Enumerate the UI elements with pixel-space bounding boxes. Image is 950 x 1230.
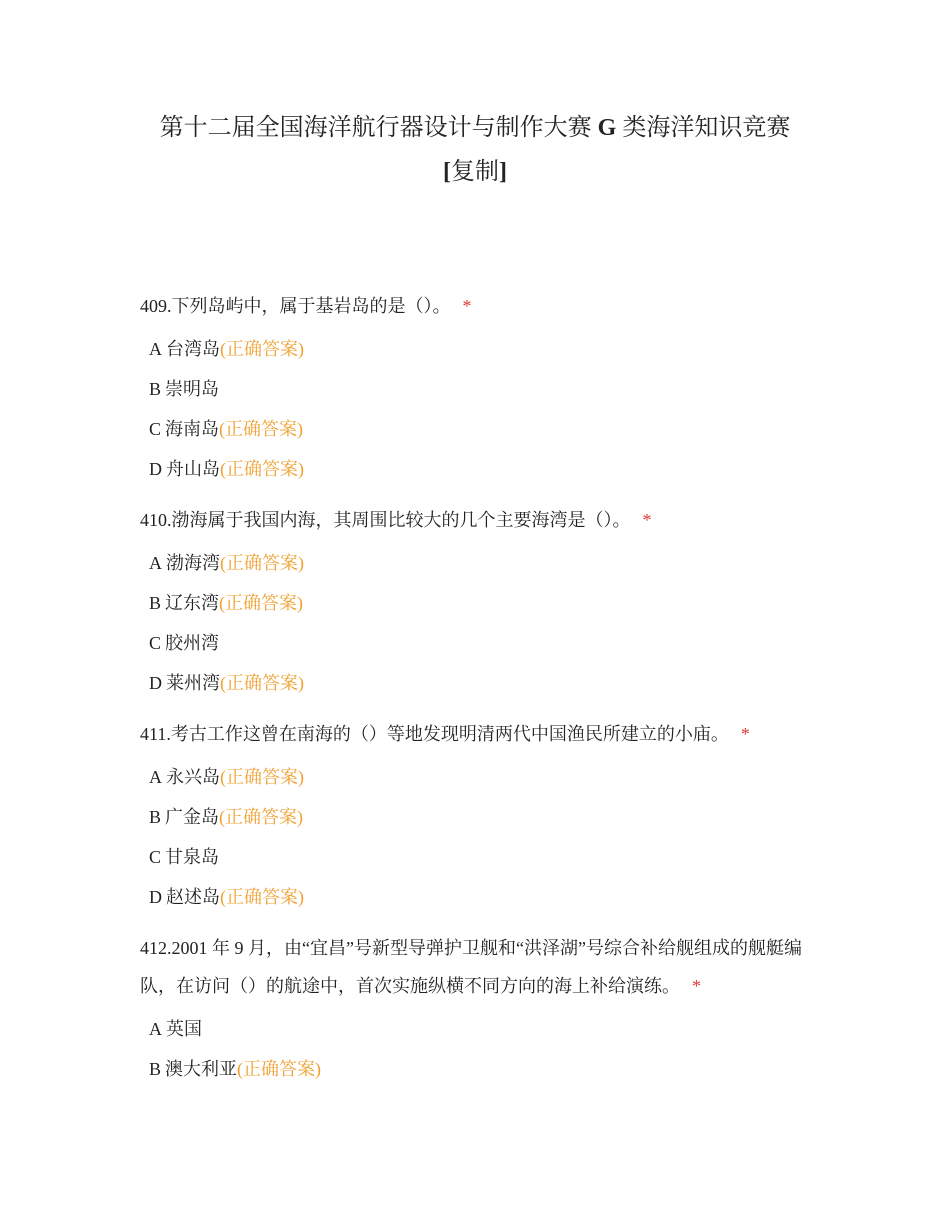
title-bold-g: G: [597, 115, 617, 141]
correct-answer-tag: (正确答案): [220, 339, 304, 359]
correct-answer-tag: (正确答案): [219, 593, 304, 613]
option-text: 赵述岛: [166, 887, 220, 907]
answer-option: [140, 663, 820, 703]
option-letter: C: [149, 633, 162, 653]
answer-option: [140, 543, 820, 583]
answer-option: [140, 757, 820, 797]
title-middle: 类海洋知识竞赛: [616, 115, 791, 141]
option-text: 莱州湾: [166, 673, 220, 693]
correct-answer-tag: (正确答案): [237, 1059, 322, 1079]
option-text: 辽东湾: [165, 593, 220, 613]
title-prefix: 第十二届全国海洋航行器设计与制作大赛: [159, 115, 598, 141]
correct-answer-tag: (正确答案): [220, 887, 304, 907]
option-text: 崇明岛: [165, 379, 220, 399]
option-letter: D: [149, 887, 162, 907]
required-asterisk: *: [642, 510, 652, 530]
option-text: 广金岛: [165, 807, 220, 827]
answer-option: [140, 837, 820, 877]
required-asterisk: *: [740, 724, 750, 744]
option-letter: A: [149, 1019, 162, 1039]
option-text: 澳大利亚: [165, 1059, 238, 1079]
answer-option: [140, 329, 820, 369]
correct-answer-tag: (正确答案): [220, 673, 304, 693]
option-letter: C: [149, 419, 162, 439]
option-letter: A: [149, 553, 162, 573]
page-title: [140, 106, 810, 194]
option-letter: A: [149, 339, 162, 359]
correct-answer-tag: (正确答案): [219, 807, 304, 827]
question-item: [140, 929, 820, 1089]
option-text: 舟山岛: [166, 459, 220, 479]
question-label: 410.渤海属于我国内海，其周围比较大的几个主要海湾是（）。: [140, 510, 631, 530]
required-asterisk: *: [692, 976, 701, 996]
answer-option: [140, 583, 820, 623]
option-letter: B: [149, 593, 162, 613]
option-letter: D: [149, 459, 162, 479]
option-letter: B: [149, 807, 162, 827]
title-copy-open: [: [443, 159, 451, 185]
question-label: 412.2001 年 9 月，由“宜昌”号新型导弹护卫舰和“洪泽湖”号综合补给舰组成的舰艇编队，在访问（）的航途中，首次实施纵横不同方向的海上补给演练。: [140, 938, 802, 996]
title-copy-text: 复制: [451, 159, 499, 185]
option-letter: A: [149, 767, 162, 787]
question-label: 411.考古工作这曾在南海的（）等地发现明清两代中国渔民所建立的小庙。: [140, 724, 729, 744]
answer-option: [140, 449, 820, 489]
correct-answer-tag: (正确答案): [219, 419, 304, 439]
answer-option: [140, 369, 820, 409]
answer-option: [140, 797, 820, 837]
question-text: [140, 287, 820, 329]
option-letter: B: [149, 1059, 162, 1079]
question-text: [140, 715, 820, 757]
option-letter: C: [149, 847, 162, 867]
question-label: 409.下列岛屿中，属于基岩岛的是（）。: [140, 296, 451, 316]
option-text: 英国: [166, 1019, 202, 1039]
required-asterisk: *: [462, 296, 472, 316]
answer-option: [140, 1009, 820, 1049]
option-text: 台湾岛: [166, 339, 220, 359]
question-item: [140, 287, 820, 489]
answer-option: [140, 409, 820, 449]
option-text: 胶州湾: [165, 633, 220, 653]
option-text: 海南岛: [165, 419, 220, 439]
option-text: 甘泉岛: [165, 847, 220, 867]
answer-option: [140, 623, 820, 663]
correct-answer-tag: (正确答案): [220, 767, 304, 787]
option-letter: B: [149, 379, 162, 399]
correct-answer-tag: (正确答案): [220, 459, 304, 479]
question-list: [140, 287, 820, 1101]
question-item: [140, 715, 820, 917]
option-text: 渤海湾: [166, 553, 220, 573]
correct-answer-tag: (正确答案): [220, 553, 304, 573]
question-item: [140, 501, 820, 703]
answer-option: [140, 1049, 820, 1089]
title-copy-close: ]: [499, 159, 507, 185]
option-letter: D: [149, 673, 162, 693]
option-text: 永兴岛: [166, 767, 220, 787]
answer-option: [140, 877, 820, 917]
question-text: [140, 501, 820, 543]
question-text: [140, 929, 820, 1009]
